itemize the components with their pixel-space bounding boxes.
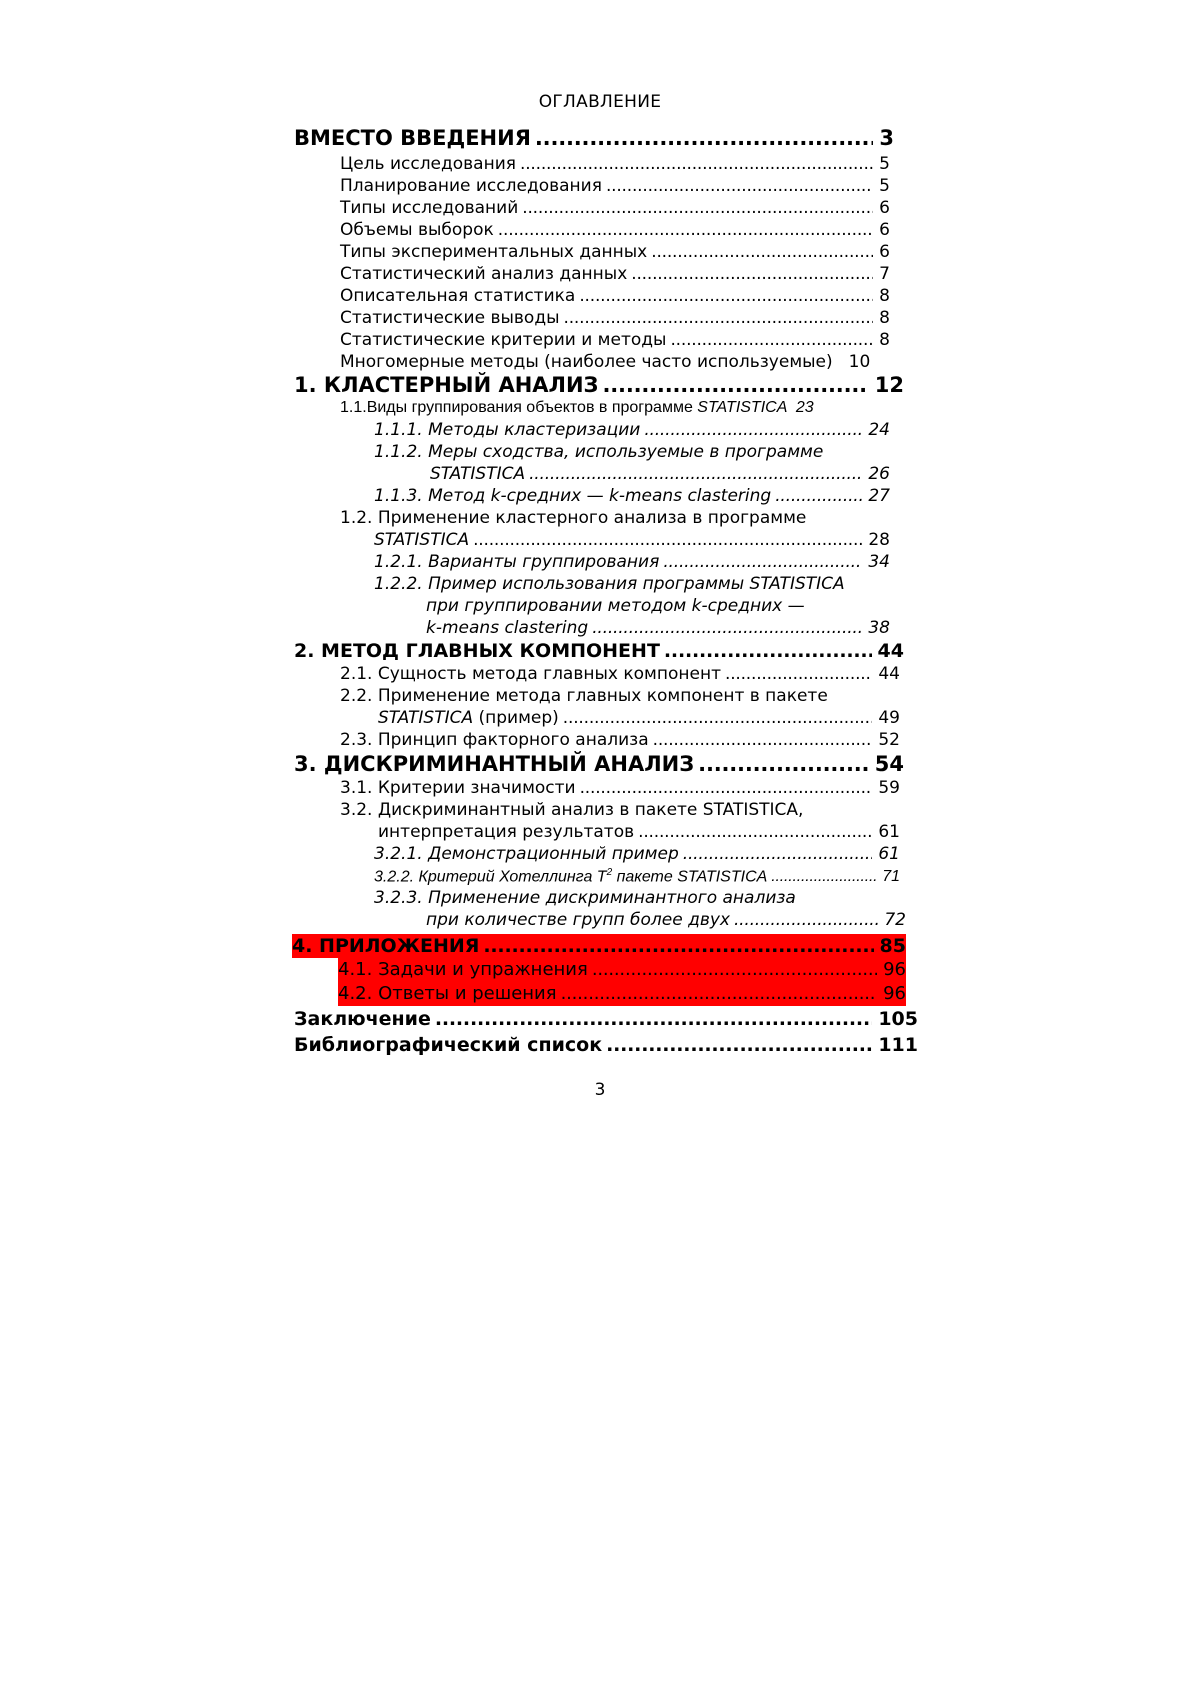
toc-entry-title: Статистический анализ данных xyxy=(340,264,628,284)
toc-leader xyxy=(576,780,873,797)
page-number: 3 xyxy=(594,1080,606,1100)
toc-entry[interactable] xyxy=(374,846,900,863)
toc-leader xyxy=(771,488,862,505)
toc-entry[interactable] xyxy=(374,488,890,505)
toc-leader xyxy=(602,178,873,195)
toc-leader xyxy=(518,200,873,217)
toc-entry-page: 49 xyxy=(878,708,900,728)
toc-entry-page: 27 xyxy=(868,486,890,506)
toc-entry[interactable] xyxy=(378,824,900,841)
toc-entry-line: 3.2. Дискриминантный анализ в пакете STATISTICA, xyxy=(340,800,804,820)
toc-entry[interactable] xyxy=(294,754,904,775)
toc-leader xyxy=(730,912,878,929)
toc-entry-title: 2.1. Сущность метода главных компонент xyxy=(340,664,721,684)
toc-entry-title: Заключение xyxy=(294,1008,431,1030)
toc-entry-line: 1.2. Применение кластерного анализа в программе xyxy=(340,508,807,528)
toc-entry-page: 12 xyxy=(874,373,904,397)
toc-entry[interactable] xyxy=(340,244,890,261)
toc-entry-title: Статистические выводы xyxy=(340,308,560,328)
toc-entry[interactable] xyxy=(340,288,890,305)
toc-leader xyxy=(647,244,873,261)
toc-entry[interactable] xyxy=(340,222,890,239)
toc-entry-title-main: 3.2.2. Критерий Хотеллинга T xyxy=(374,868,607,886)
toc-leader xyxy=(767,869,876,885)
toc-entry-title: ВМЕСТО ВВЕДЕНИЯ xyxy=(294,126,531,150)
toc-entry-title: 2.3. Принцип факторного анализа xyxy=(340,730,649,750)
toc-entry-title-rest: пакете STATISTICA xyxy=(612,868,768,886)
toc-leader xyxy=(559,710,873,727)
toc-entry[interactable] xyxy=(294,1010,918,1029)
toc-entry-title: Статистические критерии и методы xyxy=(340,330,667,350)
toc-entry[interactable] xyxy=(340,266,890,283)
toc-entry[interactable] xyxy=(426,620,890,637)
toc-entry-page: 61 xyxy=(878,844,900,864)
toc-entry-line: 2.2. Применение метода главных компонент в пакете xyxy=(340,686,828,706)
toc-entry-line: 3.2.3. Применение дискриминантного анализа xyxy=(374,888,796,908)
toc-entry-title: Библиографический список xyxy=(294,1034,603,1056)
toc-entry-title: Описательная статистика xyxy=(340,286,576,306)
toc-entry[interactable] xyxy=(294,642,904,661)
toc-entry-highlighted[interactable] xyxy=(338,982,906,1006)
toc-leader xyxy=(659,554,862,571)
toc-leader xyxy=(588,961,877,979)
toc-leader xyxy=(494,222,873,239)
toc-entry-page: 8 xyxy=(879,308,890,328)
toc-leader xyxy=(721,666,872,683)
toc-leader xyxy=(679,846,873,863)
toc-entry-title: 3.1. Критерии значимости xyxy=(340,778,576,798)
toc-leader xyxy=(516,156,873,173)
toc-entry-title: STATISTICA xyxy=(374,530,470,550)
toc-entry-page: 3 xyxy=(879,126,894,150)
toc-entry-page: 85 xyxy=(879,934,906,957)
toc-leader xyxy=(666,332,873,349)
toc-entry-page: 72 xyxy=(884,910,906,930)
toc-entry[interactable] xyxy=(294,1036,918,1055)
toc-entry-title: 2. МЕТОД ГЛАВНЫХ КОМПОНЕНТ xyxy=(294,640,660,662)
toc-entry-title: 1.1.1. Методы кластеризации xyxy=(374,420,641,440)
toc-entry-title: 1.1.3. Метод k-средних — k-means clastering xyxy=(374,486,772,506)
toc-entry[interactable] xyxy=(374,532,890,549)
toc-entry-title: 4.2. Ответы и решения xyxy=(338,983,557,1004)
toc-entry-page: 28 xyxy=(868,530,890,550)
toc-entry-title: Типы экспериментальных данных xyxy=(340,242,648,262)
toc-entry-line: 1.2.2. Пример использования программы STATISTICA xyxy=(374,574,845,594)
toc-entry-page: 61 xyxy=(878,822,900,842)
toc-entry-page: 96 xyxy=(883,983,906,1004)
toc-entry-title: Планирование исследования xyxy=(340,176,602,196)
toc-entry-line: при группировании методом k-средних — xyxy=(426,596,805,616)
toc-leader xyxy=(469,532,862,549)
toc-entry-title: Типы исследований xyxy=(340,198,519,218)
toc-entry[interactable] xyxy=(294,375,904,396)
toc-entry-page: 5 xyxy=(879,176,890,196)
toc-entry-title: Объемы выборок xyxy=(340,220,494,240)
toc-entry-title: интерпретация результатов xyxy=(378,822,635,842)
toc-entry-page: 54 xyxy=(874,752,904,776)
toc-entry[interactable] xyxy=(340,732,900,749)
toc-entry[interactable] xyxy=(340,156,890,173)
toc-entry-page: 6 xyxy=(879,242,890,262)
toc-entry[interactable] xyxy=(340,780,900,797)
toc-leader xyxy=(649,732,873,749)
toc-entry[interactable] xyxy=(340,400,814,416)
toc-entry-page: 71 xyxy=(882,868,900,886)
toc-leader xyxy=(660,642,872,661)
toc-entry[interactable] xyxy=(340,666,900,683)
toc-leader xyxy=(640,422,862,439)
toc-leader xyxy=(431,1010,872,1029)
toc-entry-title: 3.2.1. Демонстрационный пример xyxy=(374,844,679,864)
toc-leader xyxy=(575,288,873,305)
toc-entry-page: 24 xyxy=(868,420,890,440)
toc-leader xyxy=(479,937,873,956)
toc-entry-title: 3. ДИСКРИМИНАНТНЫЙ АНАЛИЗ xyxy=(294,752,695,776)
toc-entry-title: при количестве групп более двух xyxy=(426,910,730,930)
superscript: 2 xyxy=(606,867,613,878)
toc-entry[interactable] xyxy=(340,200,890,217)
toc-entry-page: 8 xyxy=(879,330,890,350)
toc-entry[interactable] xyxy=(430,466,890,483)
toc-leader xyxy=(525,466,862,483)
toc-leader xyxy=(598,375,868,396)
toc-leader xyxy=(531,128,873,149)
toc-entry[interactable] xyxy=(294,128,894,149)
toc-leader xyxy=(588,620,862,637)
toc-entry-page: 59 xyxy=(878,778,900,798)
toc-entry-page: 105 xyxy=(878,1008,918,1030)
toc-entry-page: 34 xyxy=(868,552,890,572)
toc-entry[interactable] xyxy=(378,710,900,727)
toc-entry-title-rest: (пример) xyxy=(478,708,559,728)
toc-entry-line: 1.1.2. Меры сходства, используемые в программе xyxy=(374,442,824,462)
toc-entry-page: 44 xyxy=(878,664,900,684)
toc-entry-page: 6 xyxy=(879,198,890,218)
toc-entry-page: 10 xyxy=(848,352,871,372)
toc-entry-title: 4.1. Задачи и упражнения xyxy=(338,959,588,980)
toc-entry-title: 1.1.Виды группирования объектов в программе xyxy=(340,399,693,416)
toc-entry-page: 26 xyxy=(868,464,890,484)
toc-entry[interactable] xyxy=(340,178,890,195)
toc-leader xyxy=(560,310,874,327)
toc-entry-title: Многомерные методы (наиболее часто используемые) xyxy=(340,352,833,372)
toc-entry[interactable] xyxy=(374,868,900,885)
toc-entry-page: 111 xyxy=(878,1034,918,1056)
toc-entry-highlighted[interactable] xyxy=(338,958,906,982)
toc-entry[interactable] xyxy=(340,310,890,327)
toc-entry-page: 6 xyxy=(879,220,890,240)
toc-entry-page: 96 xyxy=(883,959,906,980)
toc-entry-title: k-means clastering xyxy=(426,618,589,638)
toc-entry[interactable] xyxy=(426,912,906,929)
toc-entry-title: 1.2.1. Варианты группирования xyxy=(374,552,660,572)
toc-entry-page: 5 xyxy=(879,154,890,174)
toc-entry-page: 52 xyxy=(878,730,900,750)
toc-leader xyxy=(557,985,878,1003)
toc-entry-page: 8 xyxy=(879,286,890,306)
toc-entry-title-italic: STATISTICA xyxy=(697,399,788,416)
toc-heading: ОГЛАВЛЕНИЕ xyxy=(538,92,662,112)
toc-entry-title: 1. КЛАСТЕРНЫЙ АНАЛИЗ xyxy=(294,373,599,397)
toc-entry[interactable] xyxy=(340,332,890,349)
toc-entry-title: STATISTICA xyxy=(430,464,526,484)
toc-entry-page: 23 xyxy=(795,399,814,416)
toc-entry-page: 44 xyxy=(877,640,904,662)
toc-entry-title xyxy=(378,710,559,727)
toc-entry[interactable] xyxy=(340,354,870,371)
toc-entry-title: Цель исследования xyxy=(340,154,516,174)
toc-leader xyxy=(634,824,872,841)
toc-entry-title xyxy=(374,868,767,885)
toc-entry-highlighted[interactable] xyxy=(292,934,906,958)
toc-entry-title-italic: STATISTICA xyxy=(378,708,474,728)
toc-leader xyxy=(694,754,869,775)
toc-entry[interactable] xyxy=(374,554,890,571)
toc-entry-page: 7 xyxy=(879,264,890,284)
toc-entry[interactable] xyxy=(374,422,890,439)
toc-leader xyxy=(627,266,873,283)
toc-leader xyxy=(602,1036,872,1055)
toc-entry-title: 4. ПРИЛОЖЕНИЯ xyxy=(292,934,480,957)
toc-entry-page: 38 xyxy=(868,618,890,638)
